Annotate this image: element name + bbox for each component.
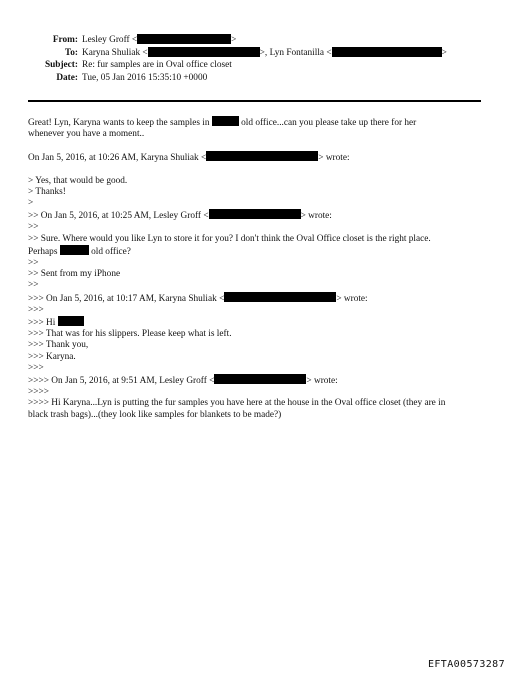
body-text: > wrote: [318,153,350,164]
body-text: > wrote: [306,376,338,387]
redaction-block [148,47,260,57]
body-text: Perhaps [28,246,58,257]
date-label: Date: [56,72,78,83]
body-text: On Jan 5, 2016, at 10:26 AM, Karyna Shuliak < [28,153,207,164]
body-text: >>>> On Jan 5, 2016, at 9:51 AM, Lesley Groff < [28,376,215,387]
quote-header [28,209,486,222]
body-text: Great! Lyn, Karyna wants to keep the samples in [28,118,210,128]
to-close: > [441,47,447,58]
redaction-block [206,151,318,161]
redaction-block [209,209,301,219]
body-line: >> Sent from my iPhone [28,269,121,280]
body-line: >>> That was for his slippers. Please keep what is left. [28,329,232,340]
redaction-block [60,245,89,255]
body-line: > Yes, that would be good. [28,175,128,186]
to-label: To: [64,47,78,58]
from-label: From: [52,35,78,45]
quote-header [28,374,486,387]
body-line: whenever you have a moment.. [28,129,145,140]
body-line: >>> Karyna. [28,351,76,362]
from-close: > [231,35,237,45]
body-line: >>> [28,362,44,373]
date-row [28,72,447,85]
body-text: > wrote: [300,211,332,222]
body-line [28,316,486,329]
quote-header [28,292,486,305]
body-line: >> [28,280,39,291]
body-text: old office? [91,246,131,257]
redaction-block [137,34,231,44]
subject-row [28,59,447,72]
redaction-block [58,316,84,326]
header-divider [28,100,481,102]
redaction-block [332,47,442,57]
to-name-1: Karyna Shuliak < [82,47,148,58]
body-line: > Thanks! [28,186,66,197]
bates-number: EFTA00573287 [427,659,505,670]
body-text: >> On Jan 5, 2016, at 10:25 AM, Lesley Groff < [28,211,209,222]
quote-header [28,151,486,164]
body-line: black trash bags)...(they look like samples for blankets to be made?) [28,409,282,420]
body-text: >>> On Jan 5, 2016, at 10:17 AM, Karyna Shuliak < [28,293,225,304]
redaction-block [224,292,336,302]
email-body [28,116,486,421]
body-line: >> [28,222,39,233]
body-line [28,116,486,129]
redaction-block [214,374,306,384]
body-line: >>> [28,304,44,315]
body-line: >> [28,258,39,269]
body-line: >>> Thank you, [28,340,89,351]
from-row [28,34,447,47]
body-line: >>>> Hi Karyna...Lyn is putting the fur samples you have here at the house in the Oval office closet (they are in [28,398,446,409]
body-text: old office...can you please take up there for her [241,118,417,128]
email-header [28,34,447,84]
from-value: Lesley Groff < [82,35,138,45]
date-value: Tue, 05 Jan 2016 15:35:10 +0000 [82,72,208,83]
body-line [28,245,486,258]
subject-value: Re: fur samples are in Oval office closet [82,60,232,71]
body-line: > [28,198,34,209]
redaction-block [212,116,239,126]
to-row [28,47,447,60]
to-separator: >, Lyn Fontanilla < [259,47,332,58]
body-line: >>>> [28,387,49,398]
body-text: >>> Hi [28,318,56,329]
body-text: > wrote: [336,293,368,304]
subject-label: Subject: [44,60,78,71]
body-line: >> Sure. Where would you like Lyn to store it for you? I don't think the Oval Office closet is the right place. [28,233,431,244]
